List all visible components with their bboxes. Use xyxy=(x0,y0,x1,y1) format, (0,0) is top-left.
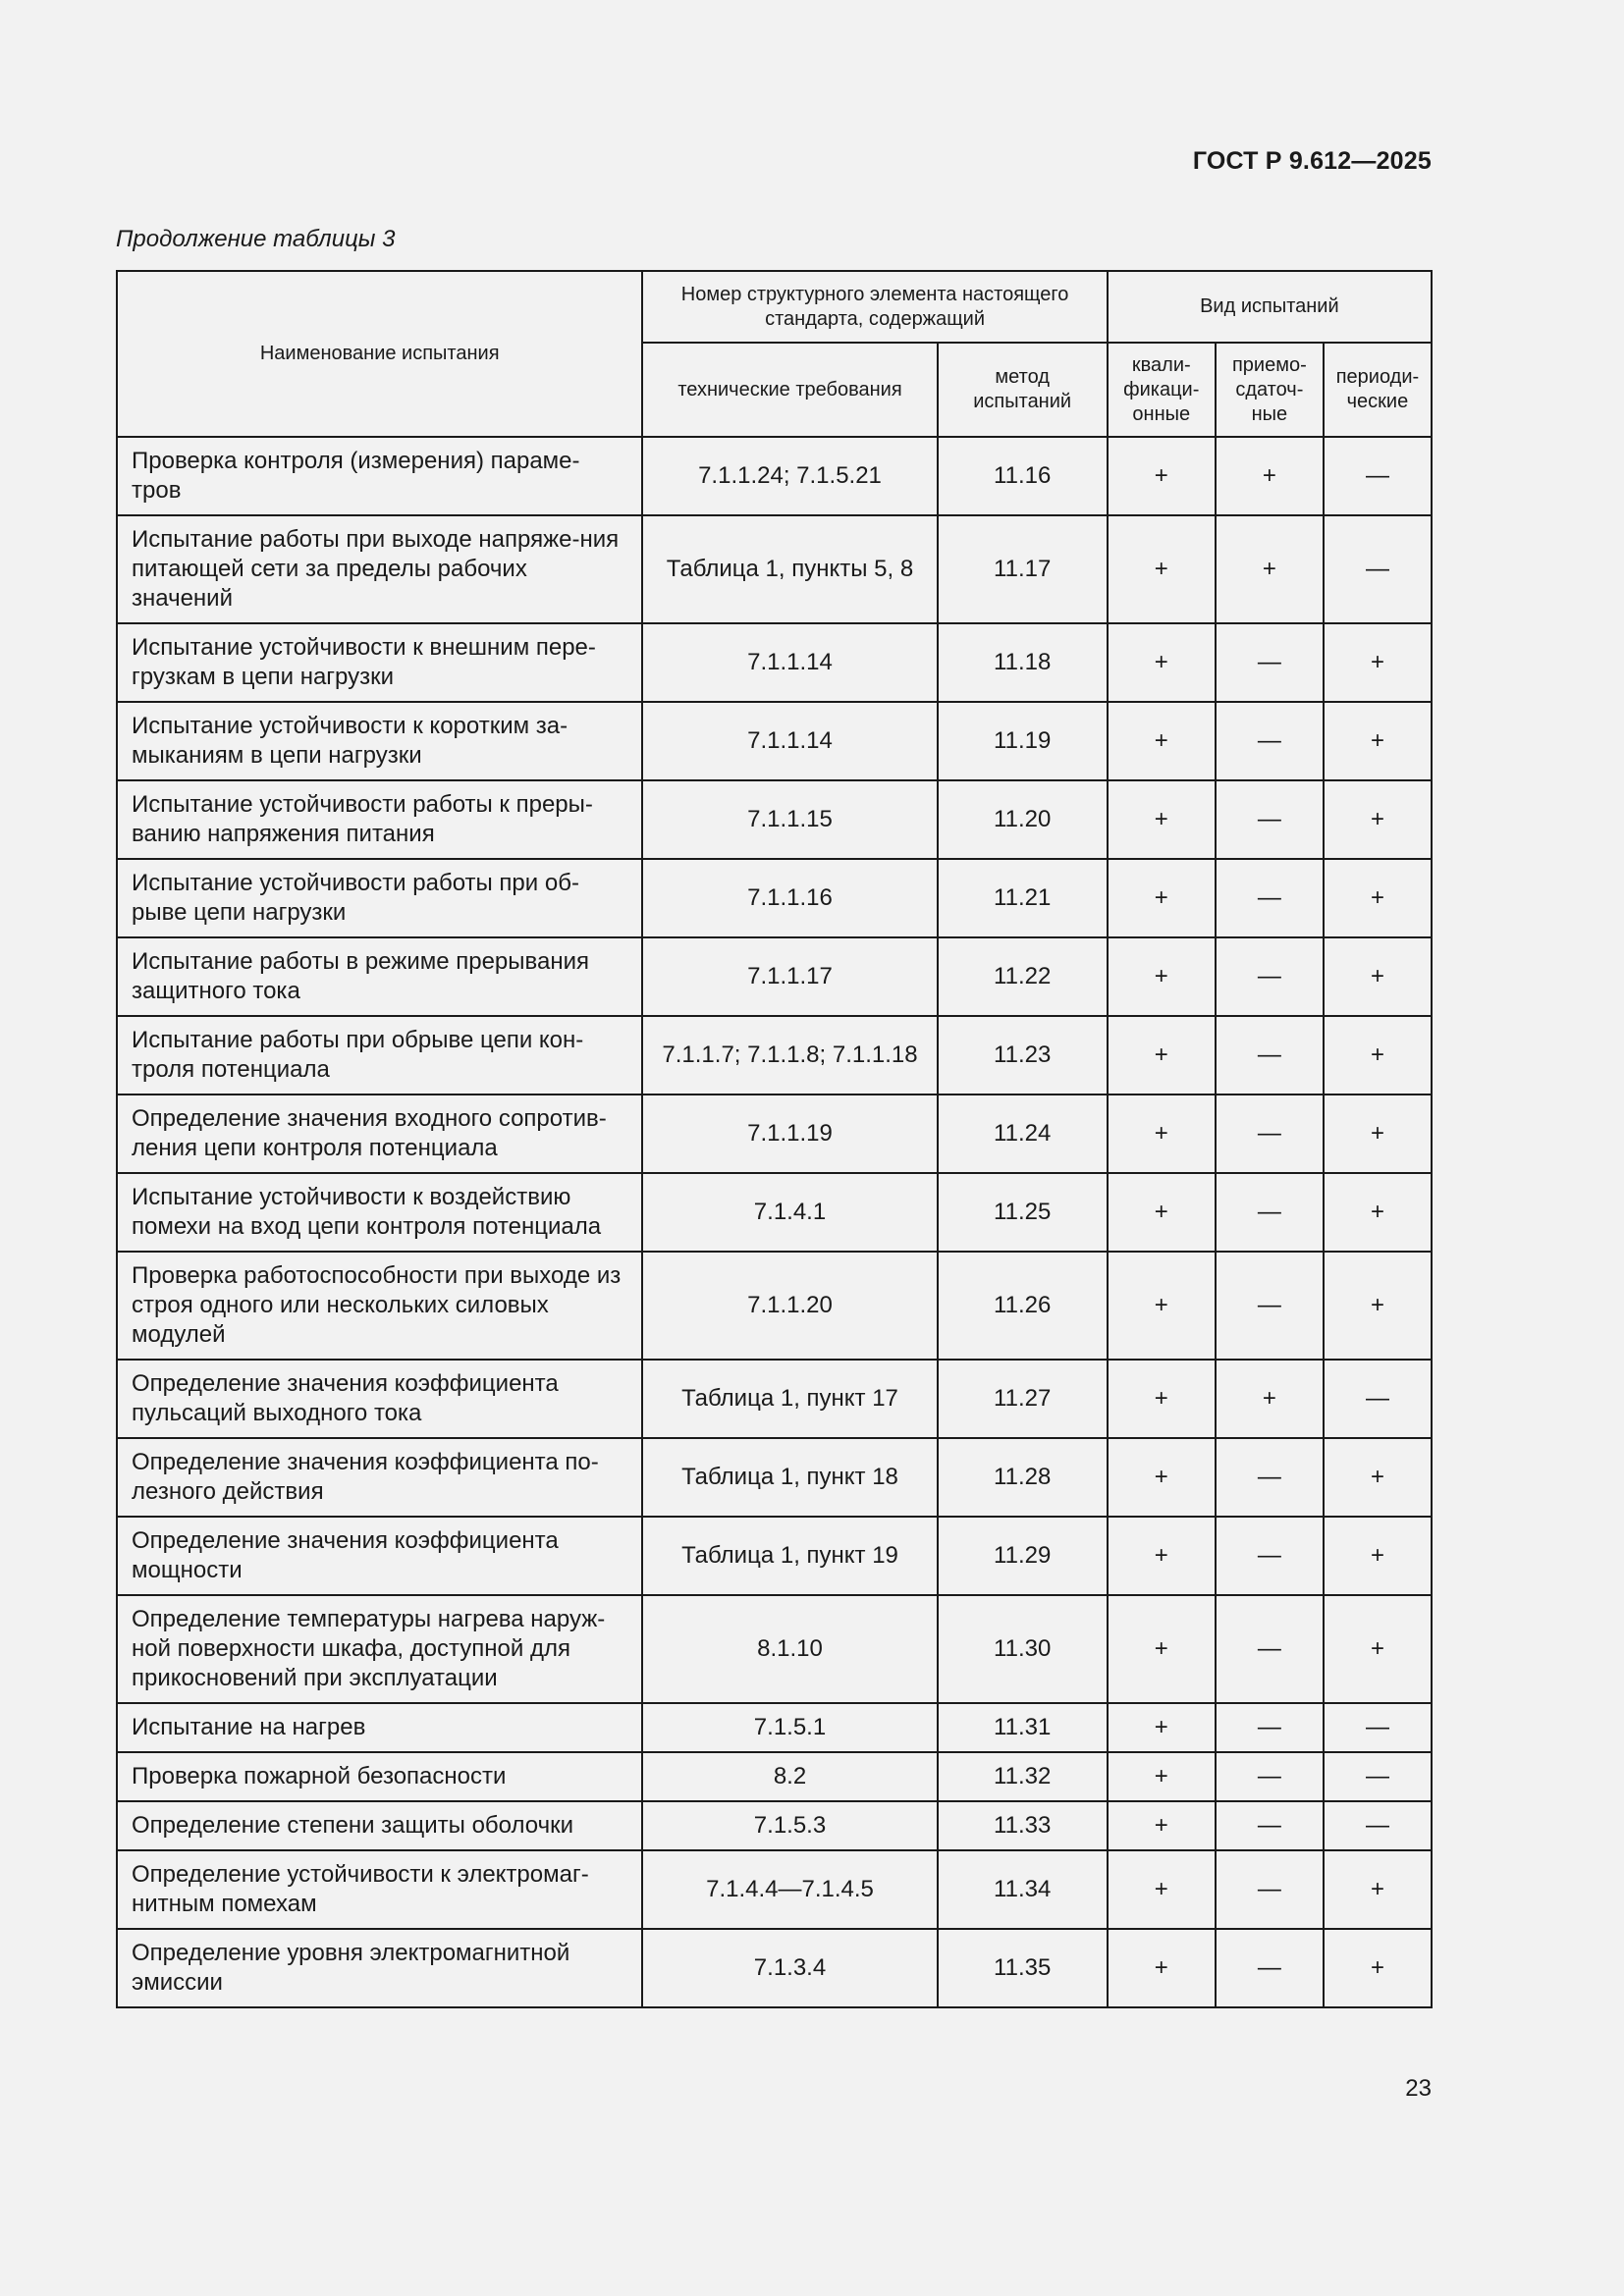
row-test-name: Определение устойчивости к электромаг-нитным помехам xyxy=(117,1850,642,1929)
row-tech-requirement: Таблица 1, пункты 5, 8 xyxy=(642,515,937,623)
row-acceptance-mark: — xyxy=(1216,1517,1324,1595)
row-test-method: 11.28 xyxy=(938,1438,1108,1517)
row-acceptance-mark: — xyxy=(1216,780,1324,859)
row-tech-requirement: 7.1.1.7; 7.1.1.8; 7.1.1.18 xyxy=(642,1016,937,1095)
row-tech-requirement: 7.1.1.14 xyxy=(642,702,937,780)
row-periodic-mark: + xyxy=(1324,623,1432,702)
row-acceptance-mark: + xyxy=(1216,515,1324,623)
row-qualification-mark: + xyxy=(1108,1850,1216,1929)
row-periodic-mark: + xyxy=(1324,1252,1432,1360)
row-tech-requirement: 7.1.1.24; 7.1.5.21 xyxy=(642,437,937,515)
row-qualification-mark: + xyxy=(1108,437,1216,515)
row-test-method: 11.21 xyxy=(938,859,1108,937)
row-acceptance-mark: — xyxy=(1216,1929,1324,2007)
row-periodic-mark: + xyxy=(1324,1850,1432,1929)
header-tech-requirements: технические требования xyxy=(642,343,937,437)
table-row xyxy=(117,1850,1432,1929)
row-tech-requirement: 8.1.10 xyxy=(642,1595,937,1703)
table-row xyxy=(117,515,1432,623)
row-qualification-mark: + xyxy=(1108,515,1216,623)
row-test-name: Определение значения коэффициента мощности xyxy=(117,1517,642,1595)
row-test-name: Проверка контроля (измерения) параме-тров xyxy=(117,437,642,515)
row-qualification-mark: + xyxy=(1108,1801,1216,1850)
row-test-name: Испытание работы при обрыве цепи кон-троля потенциала xyxy=(117,1016,642,1095)
row-periodic-mark: — xyxy=(1324,515,1432,623)
row-test-method: 11.26 xyxy=(938,1252,1108,1360)
row-acceptance-mark: — xyxy=(1216,702,1324,780)
row-periodic-mark: + xyxy=(1324,1173,1432,1252)
row-periodic-mark: + xyxy=(1324,859,1432,937)
row-acceptance-mark: — xyxy=(1216,1438,1324,1517)
row-qualification-mark: + xyxy=(1108,623,1216,702)
row-acceptance-mark: — xyxy=(1216,1252,1324,1360)
row-periodic-mark: — xyxy=(1324,1752,1432,1801)
header-qualification: квали-фикаци-онные xyxy=(1108,343,1216,437)
table-row xyxy=(117,437,1432,515)
row-qualification-mark: + xyxy=(1108,1095,1216,1173)
table-row xyxy=(117,1016,1432,1095)
row-acceptance-mark: + xyxy=(1216,1360,1324,1438)
row-test-name: Испытание работы в режиме прерывания защитного тока xyxy=(117,937,642,1016)
row-periodic-mark: — xyxy=(1324,1360,1432,1438)
row-qualification-mark: + xyxy=(1108,859,1216,937)
row-acceptance-mark: — xyxy=(1216,623,1324,702)
page-number: 23 xyxy=(1405,2075,1432,2102)
header-test-method: метод испытаний xyxy=(938,343,1108,437)
row-acceptance-mark: — xyxy=(1216,1752,1324,1801)
row-test-method: 11.25 xyxy=(938,1173,1108,1252)
row-acceptance-mark: — xyxy=(1216,1703,1324,1752)
row-periodic-mark: + xyxy=(1324,702,1432,780)
row-qualification-mark: + xyxy=(1108,1360,1216,1438)
table-row xyxy=(117,1703,1432,1752)
row-test-method: 11.30 xyxy=(938,1595,1108,1703)
row-test-method: 11.35 xyxy=(938,1929,1108,2007)
row-acceptance-mark: — xyxy=(1216,1095,1324,1173)
row-test-name: Испытание работы при выходе напряже-ния питающей сети за пределы рабочих значений xyxy=(117,515,642,623)
row-periodic-mark: — xyxy=(1324,1703,1432,1752)
row-tech-requirement: 7.1.4.4—7.1.4.5 xyxy=(642,1850,937,1929)
table-row xyxy=(117,1095,1432,1173)
row-tech-requirement: 7.1.1.14 xyxy=(642,623,937,702)
table-row xyxy=(117,1595,1432,1703)
table-caption: Продолжение таблицы 3 xyxy=(116,226,396,252)
header-test-type: Вид испытаний xyxy=(1108,271,1432,343)
table-row xyxy=(117,1801,1432,1850)
table-row xyxy=(117,780,1432,859)
row-tech-requirement: 7.1.5.3 xyxy=(642,1801,937,1850)
row-periodic-mark: + xyxy=(1324,937,1432,1016)
row-qualification-mark: + xyxy=(1108,1703,1216,1752)
header-acceptance: приемо-сдаточ-ные xyxy=(1216,343,1324,437)
row-periodic-mark: + xyxy=(1324,1016,1432,1095)
table-row xyxy=(117,1252,1432,1360)
row-test-name: Проверка пожарной безопасности xyxy=(117,1752,642,1801)
row-qualification-mark: + xyxy=(1108,780,1216,859)
row-tech-requirement: 7.1.4.1 xyxy=(642,1173,937,1252)
table-head xyxy=(117,271,1432,437)
document-code: ГОСТ Р 9.612—2025 xyxy=(1192,147,1432,175)
row-test-name: Испытание устойчивости к воздействию помехи на вход цепи контроля потенциала xyxy=(117,1173,642,1252)
row-test-method: 11.29 xyxy=(938,1517,1108,1595)
header-test-name: Наименование испытания xyxy=(117,271,642,437)
table-row xyxy=(117,1517,1432,1595)
row-qualification-mark: + xyxy=(1108,1438,1216,1517)
row-test-name: Определение значения коэффициента по-лезного действия xyxy=(117,1438,642,1517)
table-row xyxy=(117,1438,1432,1517)
row-tech-requirement: 7.1.1.19 xyxy=(642,1095,937,1173)
tests-table xyxy=(116,270,1433,2008)
row-qualification-mark: + xyxy=(1108,937,1216,1016)
row-test-method: 11.18 xyxy=(938,623,1108,702)
row-tech-requirement: 7.1.5.1 xyxy=(642,1703,937,1752)
row-tech-requirement: 7.1.3.4 xyxy=(642,1929,937,2007)
row-qualification-mark: + xyxy=(1108,1595,1216,1703)
row-tech-requirement: 7.1.1.16 xyxy=(642,859,937,937)
row-qualification-mark: + xyxy=(1108,1929,1216,2007)
table-row xyxy=(117,1360,1432,1438)
row-qualification-mark: + xyxy=(1108,1252,1216,1360)
row-test-name: Определение степени защиты оболочки xyxy=(117,1801,642,1850)
row-test-method: 11.23 xyxy=(938,1016,1108,1095)
row-tech-requirement: Таблица 1, пункт 19 xyxy=(642,1517,937,1595)
row-acceptance-mark: — xyxy=(1216,1850,1324,1929)
row-tech-requirement: Таблица 1, пункт 18 xyxy=(642,1438,937,1517)
row-test-name: Определение значения коэффициента пульсаций выходного тока xyxy=(117,1360,642,1438)
row-test-name: Испытание устойчивости работы при об-рыве цепи нагрузки xyxy=(117,859,642,937)
table-row xyxy=(117,937,1432,1016)
table-row xyxy=(117,1752,1432,1801)
row-test-method: 11.16 xyxy=(938,437,1108,515)
row-acceptance-mark: — xyxy=(1216,1801,1324,1850)
row-tech-requirement: 7.1.1.15 xyxy=(642,780,937,859)
table-row xyxy=(117,1929,1432,2007)
row-acceptance-mark: — xyxy=(1216,859,1324,937)
row-periodic-mark: + xyxy=(1324,1929,1432,2007)
table-body xyxy=(117,437,1432,2007)
row-acceptance-mark: — xyxy=(1216,937,1324,1016)
row-test-name: Испытание устойчивости к внешним пере-грузкам в цепи нагрузки xyxy=(117,623,642,702)
row-test-method: 11.27 xyxy=(938,1360,1108,1438)
table-row xyxy=(117,1173,1432,1252)
row-periodic-mark: + xyxy=(1324,1517,1432,1595)
row-periodic-mark: + xyxy=(1324,1095,1432,1173)
row-periodic-mark: + xyxy=(1324,1438,1432,1517)
row-test-name: Испытание на нагрев xyxy=(117,1703,642,1752)
row-test-name: Испытание устойчивости работы к преры-ванию напряжения питания xyxy=(117,780,642,859)
row-periodic-mark: — xyxy=(1324,1801,1432,1850)
row-periodic-mark: — xyxy=(1324,437,1432,515)
row-acceptance-mark: — xyxy=(1216,1595,1324,1703)
row-qualification-mark: + xyxy=(1108,1016,1216,1095)
header-structural-element: Номер структурного элемента настоящего стандарта, содержащий xyxy=(642,271,1107,343)
table-row xyxy=(117,702,1432,780)
row-qualification-mark: + xyxy=(1108,1173,1216,1252)
row-qualification-mark: + xyxy=(1108,1752,1216,1801)
row-qualification-mark: + xyxy=(1108,1517,1216,1595)
row-acceptance-mark: — xyxy=(1216,1016,1324,1095)
row-periodic-mark: + xyxy=(1324,1595,1432,1703)
row-tech-requirement: Таблица 1, пункт 17 xyxy=(642,1360,937,1438)
row-test-method: 11.22 xyxy=(938,937,1108,1016)
row-test-method: 11.31 xyxy=(938,1703,1108,1752)
row-tech-requirement: 8.2 xyxy=(642,1752,937,1801)
row-test-method: 11.24 xyxy=(938,1095,1108,1173)
table-row xyxy=(117,859,1432,937)
row-test-method: 11.33 xyxy=(938,1801,1108,1850)
row-test-method: 11.32 xyxy=(938,1752,1108,1801)
row-test-method: 11.19 xyxy=(938,702,1108,780)
row-test-name: Определение значения входного сопротив-ления цепи контроля потенциала xyxy=(117,1095,642,1173)
row-tech-requirement: 7.1.1.17 xyxy=(642,937,937,1016)
row-acceptance-mark: + xyxy=(1216,437,1324,515)
row-test-name: Определение температуры нагрева наруж-ной поверхности шкафа, доступной для прикосновений при эксплуатации xyxy=(117,1595,642,1703)
row-test-method: 11.20 xyxy=(938,780,1108,859)
row-test-method: 11.34 xyxy=(938,1850,1108,1929)
row-test-method: 11.17 xyxy=(938,515,1108,623)
row-test-name: Проверка работоспособности при выходе из строя одного или нескольких силовых модулей xyxy=(117,1252,642,1360)
row-tech-requirement: 7.1.1.20 xyxy=(642,1252,937,1360)
row-test-name: Определение уровня электромагнитной эмиссии xyxy=(117,1929,642,2007)
header-periodic: периоди-ческие xyxy=(1324,343,1432,437)
table-row xyxy=(117,623,1432,702)
row-qualification-mark: + xyxy=(1108,702,1216,780)
row-test-name: Испытание устойчивости к коротким за-мыканиям в цепи нагрузки xyxy=(117,702,642,780)
row-periodic-mark: + xyxy=(1324,780,1432,859)
row-acceptance-mark: — xyxy=(1216,1173,1324,1252)
